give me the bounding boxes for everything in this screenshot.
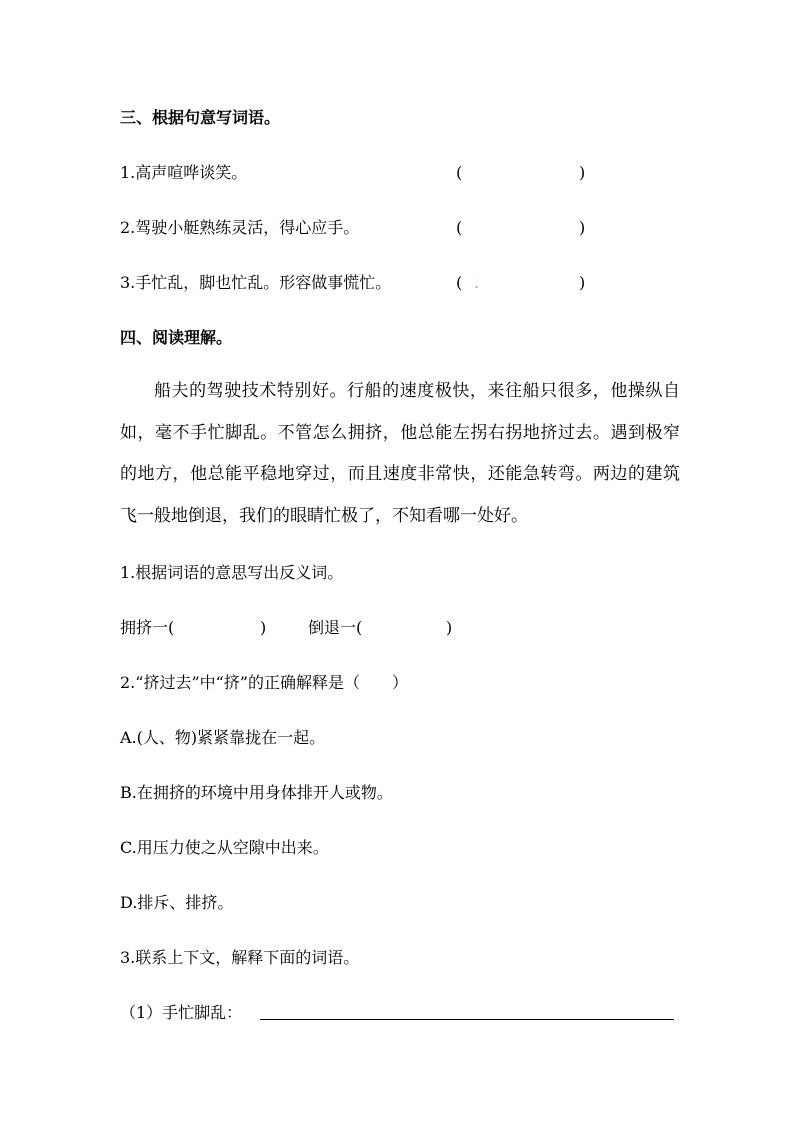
antonym-item-2: 倒退一( <box>308 618 363 637</box>
option-d: D.排斥、排挤。 <box>120 893 234 912</box>
answer-open-paren-2: ( <box>456 218 463 237</box>
question-2: 2.“挤过去”中“挤”的正确解释是（ ） <box>120 673 408 692</box>
question-1: 1.根据词语的意思写出反义词。 <box>120 563 344 582</box>
answer-cursor-mark: . <box>474 273 480 292</box>
answer-open-paren-3: ( <box>456 273 463 292</box>
option-b: B.在拥挤的环境中用身体排开人或物。 <box>120 783 393 802</box>
reading-passage: 船夫的驾驶技术特别好。行船的速度极快，来往船只很多，他操纵自如，毫不手忙脚乱。不管怎么拥挤，他总能左拐右拐地挤过去。遇到极窄的地方，他总能平稳地穿过，而且速度非常快，还能急转弯。两边的建筑飞一般地倒退，我们的眼睛忙极了，不知看哪一处好。 <box>120 381 680 526</box>
question-item-1: 1.高声喧哗谈笑。 <box>120 163 248 182</box>
option-c: C.用压力使之从空隙中出来。 <box>120 838 329 857</box>
question-item-3: 3.手忙乱，脚也忙乱。形容做事慌忙。 <box>120 273 392 292</box>
question-3-sub-1: （1）手忙脚乱： <box>120 1003 243 1022</box>
section3-heading: 三、根据句意写词语。 <box>120 108 281 127</box>
antonym-close-paren-2: ) <box>446 618 453 637</box>
question-item-2: 2.驾驶小艇熟练灵活，得心应手。 <box>120 218 360 237</box>
answer-open-paren-1: ( <box>456 163 463 182</box>
answer-line <box>260 1019 674 1020</box>
question-3: 3.联系上下文，解释下面的词语。 <box>120 948 360 967</box>
antonym-close-paren-1: ) <box>260 618 267 637</box>
answer-close-paren-1: ) <box>579 163 586 182</box>
answer-close-paren-2: ) <box>579 218 586 237</box>
option-a: A.(人、物)紧紧靠拢在一起。 <box>120 728 326 747</box>
section4-heading: 四、阅读理解。 <box>120 328 233 347</box>
antonym-item-1: 拥挤一( <box>120 618 175 637</box>
answer-close-paren-3: ) <box>579 273 586 292</box>
